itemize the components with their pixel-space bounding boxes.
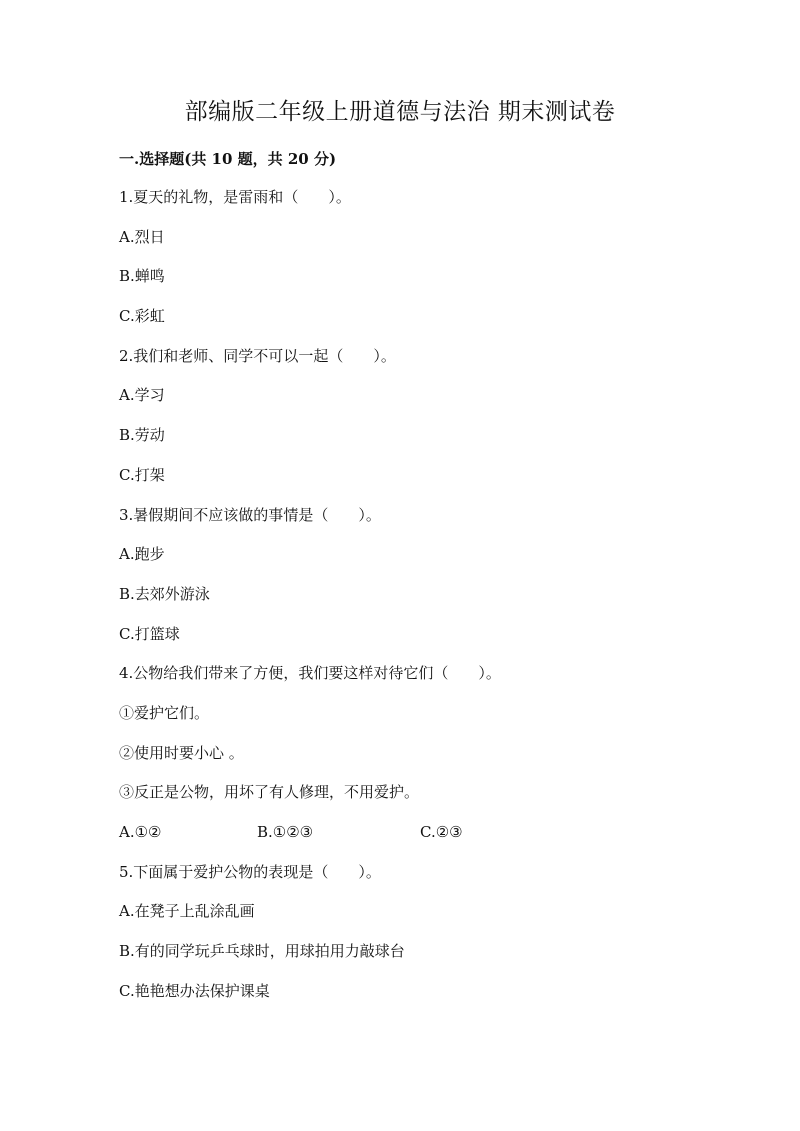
question-4-option-c: C.②③ [420,823,463,841]
section-title: 一.选择题(共 10 题，共 20 分) [119,150,337,168]
question-2-stem: 2.我们和老师、同学不可以一起（ ）。 [119,346,396,365]
question-3-option-c: C.打篮球 [119,624,180,643]
question-1-option-a: A.烈日 [119,227,165,246]
question-2-option-b: B.劳动 [119,426,165,445]
question-4-statement-2: ②使用时要小心 。 [119,743,244,762]
question-1-stem: 1.夏天的礼物，是雷雨和（ ）。 [119,188,351,206]
exam-title: 部编版二年级上册道德与法治 期末测试卷 [184,99,616,125]
question-4-statement-1: ①爱护它们。 [119,703,210,722]
question-list [119,185,719,1018]
question-1-option-b: B.蝉鸣 [119,267,165,286]
question-4-options [119,820,719,844]
question-5-option-c: C.艳艳想办法保护课桌 [119,981,270,1000]
question-4-statement-3: ③反正是公物，用坏了有人修理，不用爱护。 [119,783,420,802]
question-5-option-b: B.有的同学玩乒乓球时，用球拍用力敲球台 [119,942,405,961]
question-3-option-a: A.跑步 [119,545,165,564]
question-5-option-a: A.在凳子上乱涂乱画 [119,902,255,921]
question-4-option-a: A.①② [119,823,162,841]
question-4-stem: 4.公物给我们带来了方便，我们要这样对待它们（ ）。 [119,664,501,683]
question-2-option-c: C.打架 [119,465,165,484]
question-5-stem: 5.下面属于爱护公物的表现是（ ）。 [119,862,381,881]
question-2-option-a: A.学习 [119,386,165,405]
question-3-option-b: B.去郊外游泳 [119,584,210,603]
question-4-option-b: B.①②③ [257,823,314,841]
question-3-stem: 3.暑假期间不应该做的事情是（ ）。 [119,505,381,524]
question-1-option-c: C.彩虹 [119,307,165,326]
